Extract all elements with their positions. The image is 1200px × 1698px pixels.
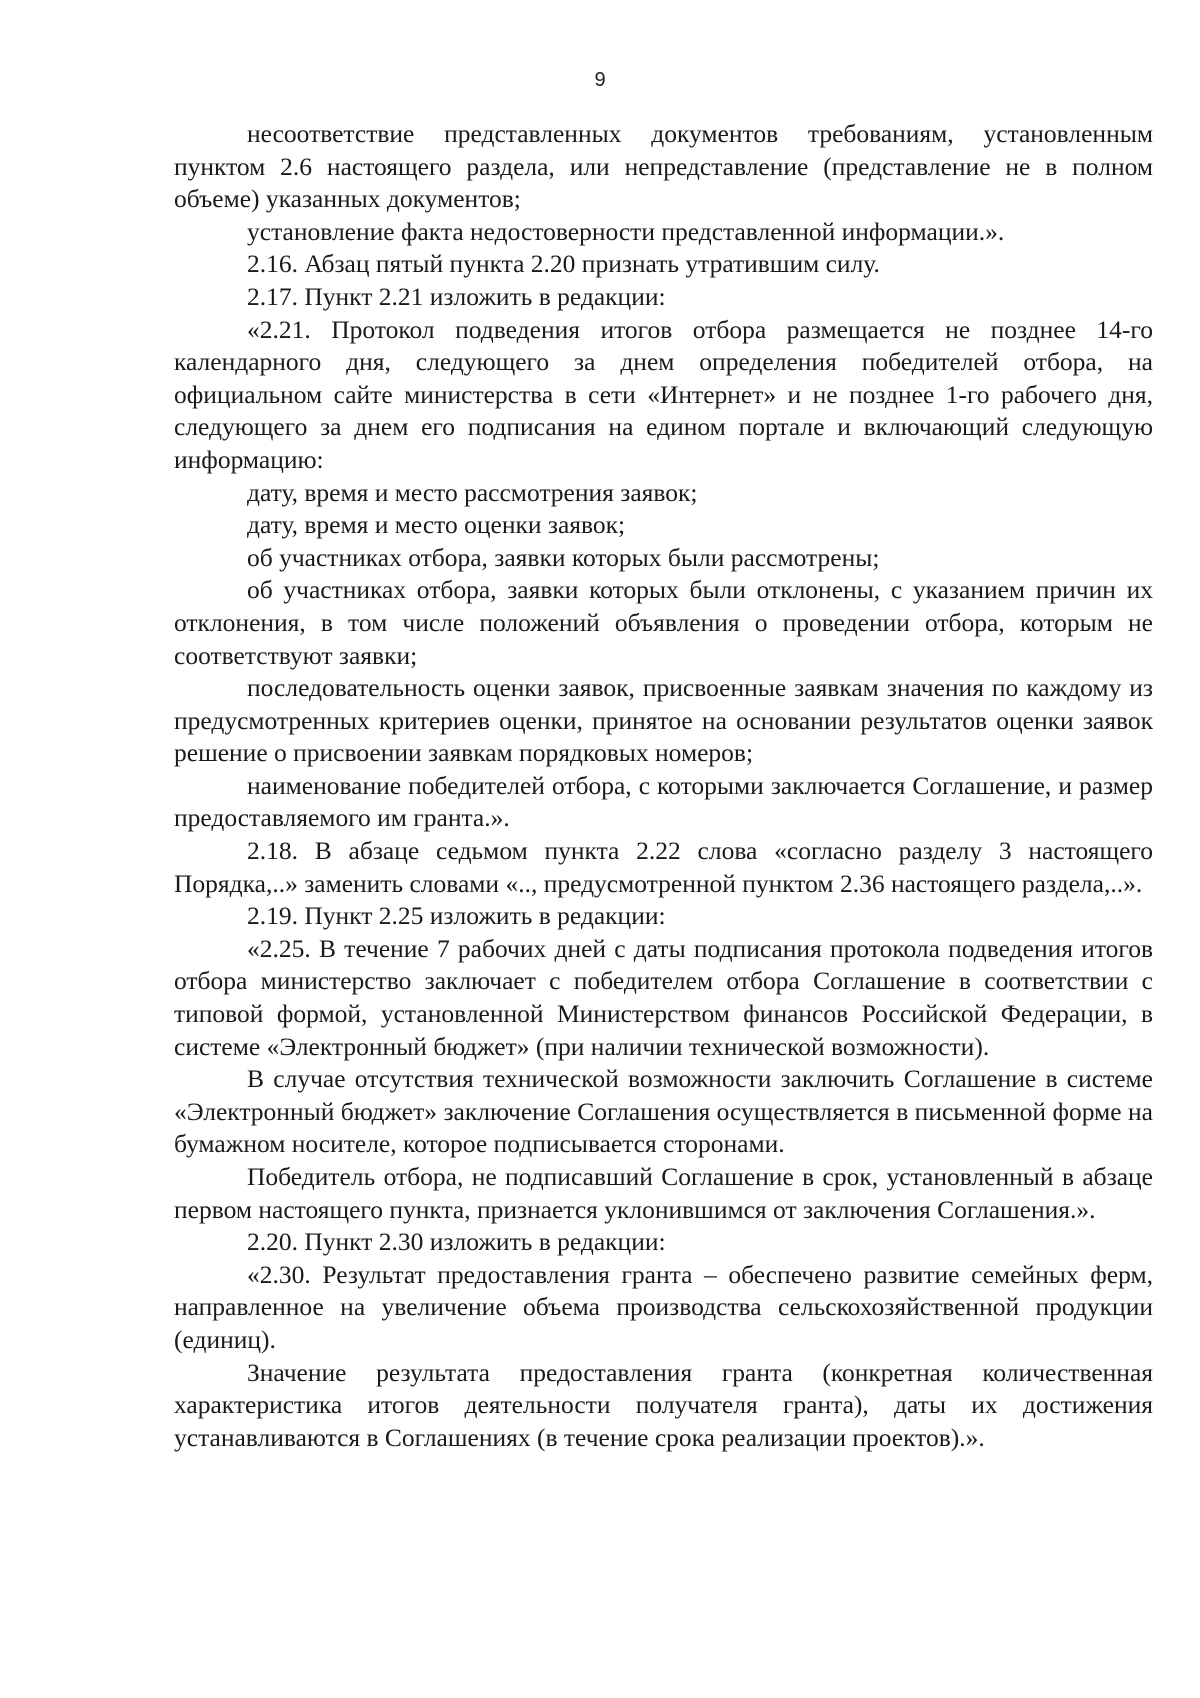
paragraph: Победитель отбора, не подписавший Соглашение в срок, установленный в абзаце первом настоящего пункта, признается уклонившимся от заключения Соглашения.».: [174, 1162, 1153, 1224]
document-body: [174, 118, 1153, 1454]
paragraph: об участниках отбора, заявки которых были отклонены, с указанием причин их отклонения, в том числе положений объявления о проведении отбора, которым не соответствуют заявки;: [174, 575, 1153, 670]
page-number: 9: [594, 69, 606, 91]
paragraph: об участниках отбора, заявки которых были рассмотрены;: [247, 542, 880, 572]
paragraph: 2.16. Абзац пятый пункта 2.20 признать утратившим силу.: [247, 249, 880, 279]
paragraph: 2.19. Пункт 2.25 изложить в редакции:: [247, 901, 666, 931]
paragraph: «2.21. Протокол подведения итогов отбора размещается не позднее 14-го календарного дня, следующего за днем определения победителей отбора, на официальном сайте министерства в сети «Интернет» и не позднее 1-го рабочего дня, следующего за днем его подписания на едином портале и включающий следующую информацию:: [174, 314, 1153, 474]
paragraph: 2.18. В абзаце седьмом пункта 2.22 слова «согласно разделу 3 настоящего Порядка,..» заменить словами «.., предусмотренной пунктом 2.36 настоящего раздела,..».: [174, 836, 1153, 898]
paragraph: дату, время и место рассмотрения заявок;: [247, 477, 698, 507]
paragraph: несоответствие представленных документов требованиям, установленным пунктом 2.6 настоящего раздела, или непредставление (представление не в полном объеме) указанных документов;: [174, 119, 1153, 214]
paragraph: «2.30. Результат предоставления гранта – обеспечено развитие семейных ферм, направленное на увеличение объема производства сельскохозяйственной продукции (единиц).: [174, 1259, 1153, 1354]
paragraph: установление факта недостоверности представленной информации.».: [247, 216, 1005, 246]
paragraph: В случае отсутствия технической возможности заключить Соглашение в системе «Электронный бюджет» заключение Соглашения осуществляется в письменной форме на бумажном носителе, которое подписывается сторонами.: [174, 1064, 1153, 1159]
paragraph: 2.20. Пункт 2.30 изложить в редакции:: [247, 1227, 666, 1257]
paragraph: 2.17. Пункт 2.21 изложить в редакции:: [247, 281, 666, 311]
paragraph: «2.25. В течение 7 рабочих дней с даты подписания протокола подведения итогов отбора министерство заключает с победителем отбора Соглашение в соответствии с типовой формой, установленной Министерством финансов Российской Федерации, в системе «Электронный бюджет» (при наличии технической возможности).: [174, 933, 1153, 1061]
paragraph: Значение результата предоставления гранта (конкретная количественная характеристика итогов деятельности получателя гранта), даты их достижения устанавливаются в Соглашениях (в течение срока реализации проектов).».: [174, 1357, 1153, 1452]
paragraph: наименование победителей отбора, с которыми заключается Соглашение, и размер предоставляемого им гранта.».: [174, 770, 1153, 833]
paragraph: дату, время и место оценки заявок;: [247, 510, 626, 540]
paragraph: последовательность оценки заявок, присвоенные заявкам значения по каждому из предусмотренных критериев оценки, принятое на основании результатов оценки заявок решение о присвоении заявкам порядковых номеров;: [174, 673, 1153, 768]
